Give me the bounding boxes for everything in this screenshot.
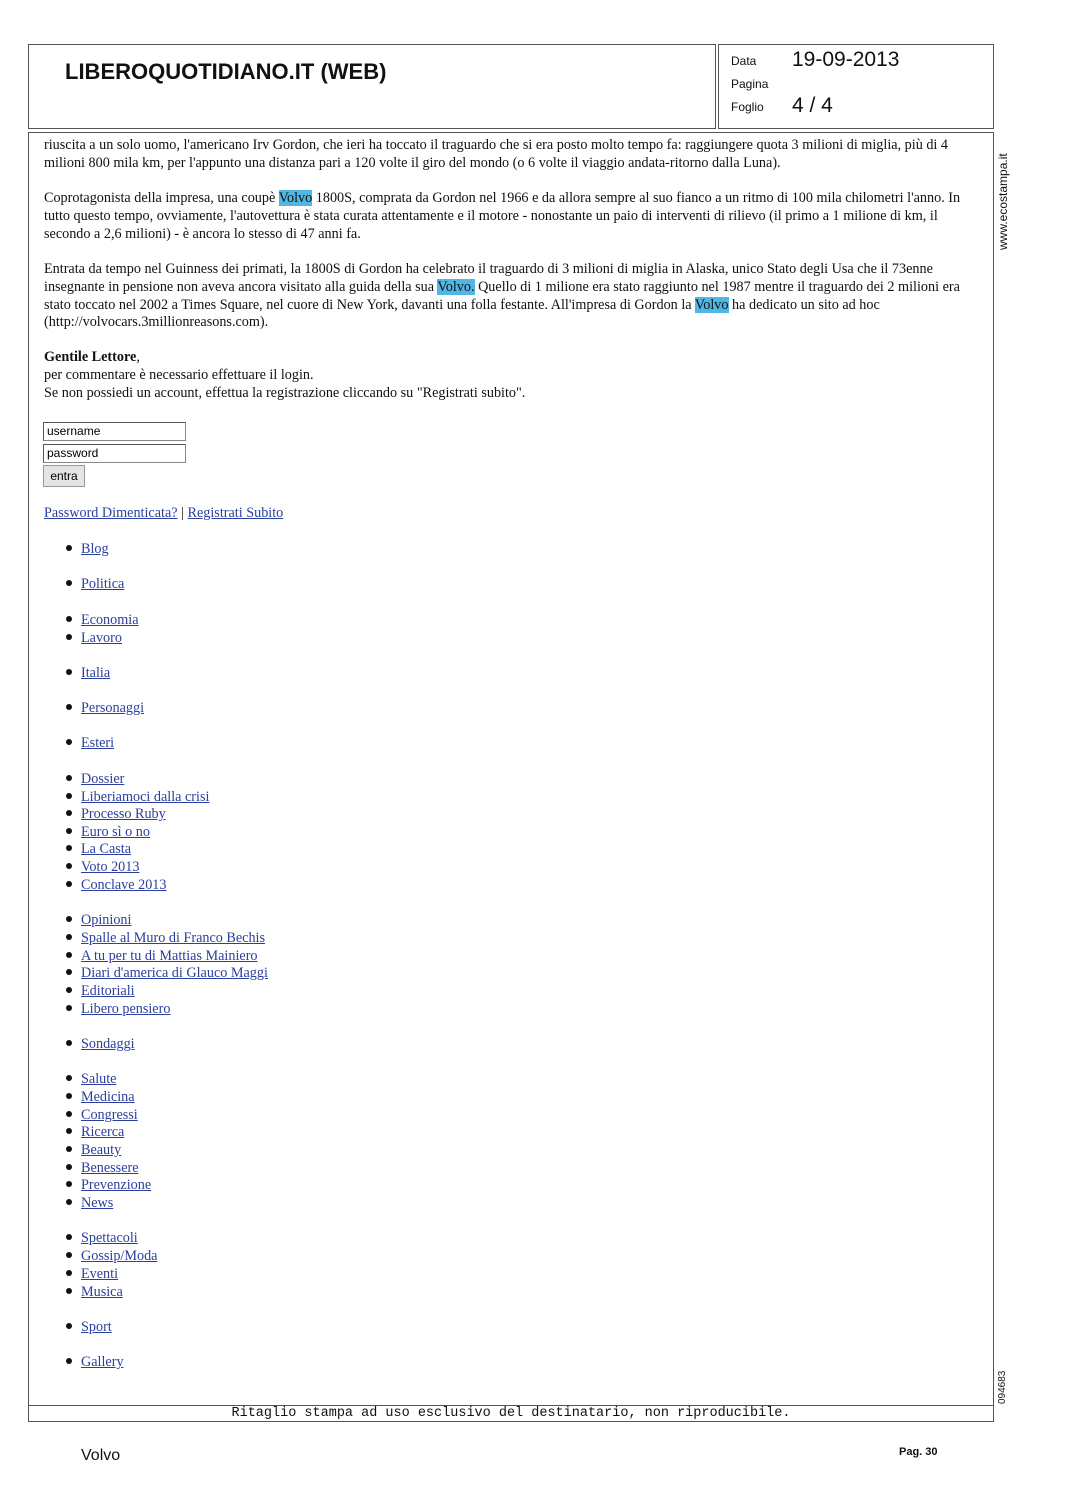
nav-item: [66, 1071, 116, 1088]
nav-link[interactable]: Sport: [81, 1319, 112, 1335]
side-website: www.ecostampa.it: [996, 153, 1010, 250]
nav-link[interactable]: Esteri: [81, 735, 115, 751]
nav-link[interactable]: A tu per tu di Mattias Mainiero: [81, 948, 258, 964]
nav-link[interactable]: Congressi: [81, 1107, 138, 1123]
nav-item: [66, 735, 114, 752]
foglio-label: Foglio: [731, 100, 764, 114]
pagina-label: Pagina: [731, 77, 769, 91]
bullet-icon: [66, 810, 72, 816]
bullet-icon: [66, 580, 72, 586]
nav-item: [66, 841, 131, 858]
bullet-icon: [66, 969, 72, 975]
bullet-icon: [66, 616, 72, 622]
nav-item: [66, 948, 258, 965]
nav-item: [66, 1354, 124, 1371]
foglio-value: 4 / 4: [792, 94, 833, 117]
nav-link[interactable]: Eventi: [81, 1266, 119, 1282]
nav-item: [66, 1230, 138, 1247]
highlight-volvo: Volvo.: [437, 278, 475, 295]
bullet-icon: [66, 1075, 72, 1081]
bullet-icon: [66, 1146, 72, 1152]
nav-item: [66, 1177, 151, 1194]
nav-item: [66, 612, 139, 629]
p3-text-a: Entrata da tempo nel Guinness dei primati, la 1800S di Gordon ha celebrato il traguardo di 3 milioni di miglia in Alaska, unico Stato degli Usa che il 73enne insegnante in pensione non aveva ancora visitato alla guida della sua: [44, 261, 933, 295]
nav-link[interactable]: La Casta: [81, 841, 132, 857]
password-input[interactable]: password: [43, 444, 186, 463]
nav-item: [66, 1036, 135, 1053]
nav-item: [66, 630, 122, 647]
data-label: Data: [731, 54, 757, 68]
bullet-icon: [66, 863, 72, 869]
auth-separator: |: [181, 505, 184, 521]
register-link[interactable]: Registrati Subito: [187, 505, 284, 521]
nav-link[interactable]: Diari d'america di Glauco Maggi: [81, 965, 268, 981]
clipping-topic: Volvo: [81, 1447, 121, 1464]
nav-link[interactable]: Personaggi: [81, 700, 145, 716]
auth-links: [44, 505, 283, 522]
side-code: 094683: [997, 1370, 1008, 1404]
nav-link[interactable]: Lavoro: [81, 630, 122, 646]
p3-text-b: Quello di 1 milione era stato raggiunto nel 1987 mentre il traguardo dei 2 milioni era stato toccato nel 2002 a Times Square, nel cuore di New York, davanti una folla festante. All'impresa di Gordon la: [44, 278, 960, 313]
nav-link[interactable]: Beauty: [81, 1142, 122, 1158]
bullet-icon: [66, 1164, 72, 1170]
bullet-icon: [66, 916, 72, 922]
bullet-icon: [66, 793, 72, 799]
p2-text-a: Coprotagonista della impresa, una coupè: [44, 190, 279, 206]
nav-item: [66, 771, 124, 788]
clipping-disclaimer: Ritaglio stampa ad uso esclusivo del destinatario, non riproducibile.: [28, 1405, 994, 1422]
nav-link[interactable]: Editoriali: [81, 983, 135, 999]
nav-item: [66, 983, 135, 1000]
header-publication-box: [28, 44, 716, 129]
nav-link[interactable]: Ricerca: [81, 1124, 125, 1140]
nav-item: [66, 700, 144, 717]
nav-item: [66, 1142, 121, 1159]
nav-item: [66, 1001, 170, 1018]
login-line-1: per commentare è necessario effettuare il login.: [44, 366, 314, 383]
nav-link[interactable]: Medicina: [81, 1089, 135, 1105]
highlight-volvo: Volvo: [694, 296, 729, 313]
article-paragraph-2: [44, 190, 976, 243]
nav-item: [66, 1284, 123, 1301]
publication-title: LIBEROQUOTIDIANO.IT (WEB): [65, 59, 387, 84]
nav-link[interactable]: Economia: [81, 612, 139, 628]
bullet-icon: [66, 828, 72, 834]
nav-link[interactable]: Gallery: [81, 1354, 124, 1370]
nav-link[interactable]: News: [81, 1195, 114, 1211]
bullet-icon: [66, 934, 72, 940]
login-line-2: Se non possiedi un account, effettua la registrazione cliccando su "Registrati subito".: [44, 384, 526, 401]
greeting-comma: ,: [136, 349, 140, 365]
bullet-icon: [66, 1111, 72, 1117]
nav-item: [66, 912, 131, 929]
nav-link[interactable]: Processo Ruby: [81, 806, 166, 822]
nav-item: [66, 576, 124, 593]
nav-item: [66, 665, 110, 682]
nav-item: [66, 1107, 138, 1124]
nav-link[interactable]: Spettacoli: [81, 1230, 138, 1246]
nav-item: [66, 1124, 124, 1141]
nav-item: [66, 789, 209, 806]
nav-link[interactable]: Libero pensiero: [81, 1001, 171, 1017]
nav-item: [66, 877, 167, 894]
header-meta-box: [718, 44, 994, 129]
article-paragraph-1: riuscita a un solo uomo, l'americano Irv Gordon, che ieri ha toccato il traguardo che si era posto molto tempo fa: raggiungere quota 3 milioni di miglia, più di 4 milioni 800 mila km, per l'appunto una distanza pari a 120 volte il giro del mondo (o 6 volte il viaggio andata-ritorno dalla Luna).: [44, 137, 949, 171]
bullet-icon: [66, 1181, 72, 1187]
bullet-icon: [66, 881, 72, 887]
nav-link[interactable]: Salute: [81, 1071, 117, 1087]
bullet-icon: [66, 952, 72, 958]
bullet-icon: [66, 1040, 72, 1046]
p2-text-b: 1800S, comprata da Gordon nel 1966 e da allora sempre al suo fianco a un ritmo di 100 mila chilometri l'anno. In tutto questo tempo, ovviamente, l'autovettura è stata curata attentamente e il motore - nonostante un paio di interventi di rilievo (il primo a 1 milione di km, il secondo a 2,6 milioni) - è ancora lo stesso di 47 anni fa.: [44, 190, 961, 242]
nav-item: [66, 965, 268, 982]
bullet-icon: [66, 1199, 72, 1205]
forgot-password-link[interactable]: Password Dimenticata?: [44, 505, 178, 521]
p3-text-c: ha dedicato un sito ad hoc (http://volvocars.3millionreasons.com).: [44, 296, 880, 331]
bullet-icon: [66, 1358, 72, 1364]
bullet-icon: [66, 545, 72, 551]
bullet-icon: [66, 775, 72, 781]
bullet-icon: [66, 1252, 72, 1258]
nav-item: [66, 1319, 112, 1336]
nav-link[interactable]: Euro sì o no: [81, 824, 150, 840]
nav-link[interactable]: Gossip/Moda: [81, 1248, 158, 1264]
bullet-icon: [66, 739, 72, 745]
data-value: 19-09-2013: [792, 48, 900, 71]
nav-item: [66, 1160, 139, 1177]
login-submit-button[interactable]: entra: [43, 465, 85, 487]
highlight-volvo: Volvo: [278, 190, 313, 206]
nav-item: [66, 1248, 157, 1265]
login-greeting: Gentile Lettore: [44, 349, 137, 365]
bullet-icon: [66, 1128, 72, 1134]
nav-link[interactable]: Spalle al Muro di Franco Bechis: [81, 930, 266, 946]
nav-item: [66, 824, 150, 841]
nav-link[interactable]: Prevenzione: [81, 1177, 152, 1193]
nav-link[interactable]: Blog: [81, 541, 109, 557]
bullet-icon: [66, 669, 72, 675]
nav-link[interactable]: Sondaggi: [81, 1036, 135, 1052]
nav-link[interactable]: Opinioni: [81, 912, 132, 928]
nav-item: [66, 1266, 118, 1283]
nav-link[interactable]: Politica: [81, 576, 125, 592]
nav-item: [66, 806, 166, 823]
page-number: Pag. 30: [899, 1446, 938, 1458]
nav-link[interactable]: Dossier: [81, 771, 125, 787]
nav-link[interactable]: Italia: [81, 665, 111, 681]
bullet-icon: [66, 987, 72, 993]
bullet-icon: [66, 1270, 72, 1276]
bullet-icon: [66, 1093, 72, 1099]
bullet-icon: [66, 1005, 72, 1011]
nav-item: [66, 859, 139, 876]
article-paragraph-3: [44, 261, 976, 332]
nav-link[interactable]: Liberiamoci dalla crisi: [81, 789, 210, 805]
bullet-icon: [66, 1288, 72, 1294]
login-intro: [44, 349, 976, 402]
bullet-icon: [66, 1234, 72, 1240]
nav-link[interactable]: Benessere: [81, 1160, 139, 1176]
username-input[interactable]: username: [43, 422, 186, 441]
bullet-icon: [66, 1323, 72, 1329]
bullet-icon: [66, 634, 72, 640]
nav-link[interactable]: Musica: [81, 1284, 123, 1300]
bullet-icon: [66, 704, 72, 710]
nav-link[interactable]: Conclave 2013: [81, 877, 167, 893]
nav-item: [66, 1195, 113, 1212]
bullet-icon: [66, 845, 72, 851]
nav-item: [66, 1089, 135, 1106]
nav-item: [66, 930, 265, 947]
nav-item: [66, 541, 109, 558]
nav-link[interactable]: Voto 2013: [81, 859, 140, 875]
